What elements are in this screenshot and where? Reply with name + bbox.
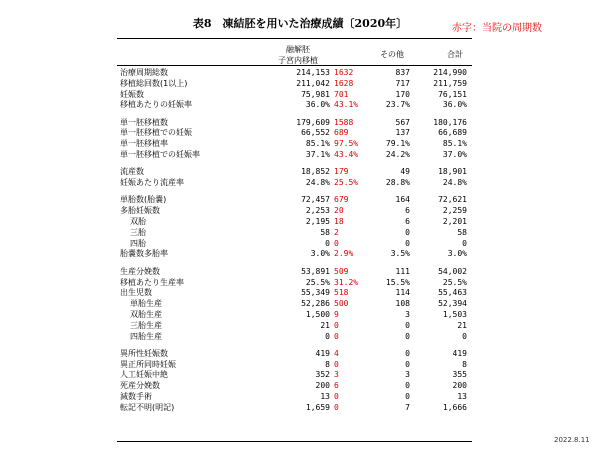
cell-clinic-cycles: 689 <box>334 128 349 138</box>
cell-other: 6 <box>405 217 410 227</box>
table-row <box>0 321 600 332</box>
table-bottom-rule <box>117 441 472 442</box>
row-label: 出生児数 <box>120 288 152 298</box>
header-total: 合計 <box>447 50 463 59</box>
cell-total: 54,002 <box>438 266 467 276</box>
cell-other: 0 <box>405 331 410 341</box>
cell-total: 24.8% <box>442 178 467 188</box>
row-label: 異正所同時妊娠 <box>120 359 176 369</box>
cell-clinic-cycles: 518 <box>334 288 349 298</box>
table-row <box>0 239 600 250</box>
cell-total: 211,759 <box>433 78 467 88</box>
cell-clinic-cycles: 679 <box>334 195 349 205</box>
cell-other: 3.5% <box>390 249 410 259</box>
cell-other: 0 <box>405 359 410 369</box>
table-row <box>0 206 600 217</box>
cell-total: 13 <box>457 392 467 402</box>
table-title: 表8 凍結胚を用いた治療成績〔2020年〕 <box>192 17 408 30</box>
cell-clinic-cycles: 9 <box>334 309 339 319</box>
cell-frozen-transfer: 85.1% <box>305 139 330 149</box>
cell-clinic-cycles: 0 <box>334 331 339 341</box>
row-label: 三胎生産 <box>130 320 162 330</box>
row-label: 治療周期総数 <box>120 68 168 77</box>
row-label: 移植あたり生産率 <box>120 277 184 287</box>
cell-clinic-cycles: 4 <box>334 348 339 358</box>
cell-total: 66,689 <box>438 128 467 138</box>
cell-other: 164 <box>395 195 410 205</box>
cell-frozen-transfer: 75,981 <box>301 89 330 99</box>
cell-total: 21 <box>457 320 467 330</box>
cell-total: 55,463 <box>438 288 467 298</box>
cell-other: 0 <box>405 238 410 248</box>
table-row <box>0 68 600 79</box>
cell-total: 25.5% <box>442 277 467 287</box>
cell-frozen-transfer: 2,253 <box>305 206 330 216</box>
row-label: 単胎数(胎嚢) <box>120 195 167 205</box>
cell-other: 24.2% <box>385 150 410 160</box>
cell-total: 0 <box>462 331 467 341</box>
row-label: 生産分娩数 <box>120 266 160 276</box>
cell-total: 18,901 <box>438 167 467 177</box>
cell-clinic-cycles: 3 <box>334 370 339 380</box>
cell-clinic-cycles: 97.5% <box>334 139 359 149</box>
cell-clinic-cycles: 2.9% <box>334 249 354 259</box>
cell-other: 837 <box>395 68 410 77</box>
cell-clinic-cycles: 18 <box>334 217 344 227</box>
cell-other: 170 <box>395 89 410 99</box>
cell-total: 1,666 <box>442 402 467 412</box>
table-row <box>0 195 600 206</box>
cell-other: 28.8% <box>385 178 410 188</box>
cell-frozen-transfer: 37.1% <box>305 150 330 160</box>
table-row <box>0 228 600 239</box>
cell-clinic-cycles: 2 <box>334 227 339 237</box>
cell-clinic-cycles: 6 <box>334 381 339 391</box>
cell-total: 36.0% <box>442 100 467 110</box>
cell-other: 3 <box>405 309 410 319</box>
table-row <box>0 370 600 381</box>
table-row <box>0 79 600 90</box>
cell-total: 58 <box>457 227 467 237</box>
row-label: 流産数 <box>120 167 144 177</box>
cell-other: 137 <box>395 128 410 138</box>
cell-total: 2,201 <box>442 217 467 227</box>
table-row <box>0 267 600 278</box>
row-label: 単一胚移植での妊娠率 <box>120 150 200 160</box>
cell-clinic-cycles: 31.2% <box>334 277 359 287</box>
table-row <box>0 288 600 299</box>
cell-clinic-cycles: 179 <box>334 167 349 177</box>
cell-frozen-transfer: 18,852 <box>301 167 330 177</box>
cell-frozen-transfer: 8 <box>325 359 330 369</box>
cell-clinic-cycles: 0 <box>334 392 339 402</box>
table-row <box>0 178 600 189</box>
cell-clinic-cycles: 1628 <box>334 78 354 88</box>
row-label: 単一胚移植での妊娠 <box>120 128 192 138</box>
table-row <box>0 403 600 414</box>
cell-clinic-cycles: 43.1% <box>334 100 359 110</box>
cell-total: 355 <box>452 370 467 380</box>
row-label: 移植総回数(1以上) <box>120 78 188 88</box>
cell-other: 717 <box>395 78 410 88</box>
cell-other: 79.1% <box>385 139 410 149</box>
table-row <box>0 360 600 371</box>
cell-total: 419 <box>452 348 467 358</box>
cell-clinic-cycles: 43.4% <box>334 150 359 160</box>
cell-frozen-transfer: 53,891 <box>301 266 330 276</box>
cell-other: 567 <box>395 117 410 127</box>
row-label: 妊娠数 <box>120 89 144 99</box>
cell-other: 6 <box>405 206 410 216</box>
table-row <box>0 139 600 150</box>
table-row <box>0 299 600 310</box>
cell-frozen-transfer: 419 <box>315 348 330 358</box>
row-label: 妊娠あたり流産率 <box>120 178 184 188</box>
cell-other: 7 <box>405 402 410 412</box>
cell-total: 2,259 <box>442 206 467 216</box>
cell-total: 85.1% <box>442 139 467 149</box>
table-row <box>0 349 600 360</box>
cell-frozen-transfer: 179,609 <box>296 117 330 127</box>
cell-other: 3 <box>405 370 410 380</box>
table-row <box>0 278 600 289</box>
table-row <box>0 118 600 129</box>
cell-other: 114 <box>395 288 410 298</box>
row-label: 四胎 <box>130 238 146 248</box>
row-label: 転記不明(明記) <box>120 402 175 412</box>
table-row <box>0 150 600 161</box>
cell-frozen-transfer: 1,659 <box>305 402 330 412</box>
cell-frozen-transfer: 200 <box>315 381 330 391</box>
cell-clinic-cycles: 25.5% <box>334 178 359 188</box>
cell-clinic-cycles: 701 <box>334 89 349 99</box>
row-label: 胎嚢数多胎率 <box>120 249 168 259</box>
cell-total: 52,394 <box>438 299 467 309</box>
cell-clinic-cycles: 500 <box>334 299 349 309</box>
cell-frozen-transfer: 13 <box>320 392 330 402</box>
cell-total: 3.0% <box>447 249 467 259</box>
row-label: 単一胚移植率 <box>120 139 168 149</box>
cell-frozen-transfer: 1,500 <box>305 309 330 319</box>
cell-total: 214,990 <box>433 68 467 77</box>
cell-other: 49 <box>400 167 410 177</box>
cell-frozen-transfer: 2,195 <box>305 217 330 227</box>
slide-date: 2022.8.11 <box>554 436 590 444</box>
row-label: 双胎生産 <box>130 309 162 319</box>
cell-clinic-cycles: 1588 <box>334 117 354 127</box>
table-row <box>0 381 600 392</box>
cell-frozen-transfer: 66,552 <box>301 128 330 138</box>
table-row <box>0 100 600 111</box>
cell-clinic-cycles: 0 <box>334 238 339 248</box>
cell-other: 15.5% <box>385 277 410 287</box>
cell-total: 0 <box>462 238 467 248</box>
cell-frozen-transfer: 58 <box>320 227 330 237</box>
table-body <box>0 68 600 414</box>
row-label: 双胎 <box>130 217 146 227</box>
table-row <box>0 90 600 101</box>
row-label: 減数手術 <box>120 392 152 402</box>
table-row <box>0 167 600 178</box>
cell-other: 0 <box>405 381 410 391</box>
cell-frozen-transfer: 72,457 <box>301 195 330 205</box>
cell-clinic-cycles: 20 <box>334 206 344 216</box>
header-other: その他 <box>380 50 404 59</box>
cell-frozen-transfer: 55,349 <box>301 288 330 298</box>
cell-frozen-transfer: 25.5% <box>305 277 330 287</box>
cell-frozen-transfer: 0 <box>325 331 330 341</box>
cell-frozen-transfer: 21 <box>320 320 330 330</box>
row-label: 単胎生産 <box>130 299 162 309</box>
table-row <box>0 249 600 260</box>
row-label: 異所性妊娠数 <box>120 348 168 358</box>
header-frozen-transfer: 融解胚 子宮内移植 <box>278 45 318 65</box>
cell-frozen-transfer: 52,286 <box>301 299 330 309</box>
table-top-rule <box>117 38 472 39</box>
cell-other: 0 <box>405 227 410 237</box>
row-label: 死産分娩数 <box>120 381 160 391</box>
cell-other: 108 <box>395 299 410 309</box>
cell-other: 111 <box>395 266 410 276</box>
cell-clinic-cycles: 1632 <box>334 68 354 77</box>
cell-frozen-transfer: 352 <box>315 370 330 380</box>
row-label: 人工妊娠中絶 <box>120 370 168 380</box>
cell-other: 0 <box>405 348 410 358</box>
legend-note: 赤字：当院の周期数 <box>452 23 542 34</box>
cell-clinic-cycles: 0 <box>334 359 339 369</box>
cell-clinic-cycles: 509 <box>334 266 349 276</box>
cell-clinic-cycles: 0 <box>334 402 339 412</box>
header-rule <box>117 65 472 66</box>
table-row <box>0 128 600 139</box>
cell-frozen-transfer: 36.0% <box>305 100 330 110</box>
table-row <box>0 392 600 403</box>
table-row <box>0 310 600 321</box>
cell-total: 76,151 <box>438 89 467 99</box>
cell-total: 72,621 <box>438 195 467 205</box>
cell-frozen-transfer: 211,042 <box>296 78 330 88</box>
row-label: 単一胚移植数 <box>120 117 168 127</box>
cell-other: 0 <box>405 392 410 402</box>
table-row <box>0 217 600 228</box>
cell-total: 8 <box>462 359 467 369</box>
cell-other: 23.7% <box>385 100 410 110</box>
cell-total: 37.0% <box>442 150 467 160</box>
cell-total: 180,176 <box>433 117 467 127</box>
cell-frozen-transfer: 3.0% <box>310 249 330 259</box>
row-label: 多胎妊娠数 <box>120 206 160 216</box>
cell-clinic-cycles: 0 <box>334 320 339 330</box>
cell-total: 1,503 <box>442 309 467 319</box>
row-label: 移植あたりの妊娠率 <box>120 100 192 110</box>
cell-frozen-transfer: 0 <box>325 238 330 248</box>
cell-total: 200 <box>452 381 467 391</box>
row-label: 四胎生産 <box>130 331 162 341</box>
row-label: 三胎 <box>130 227 146 237</box>
cell-frozen-transfer: 214,153 <box>296 68 330 77</box>
cell-other: 0 <box>405 320 410 330</box>
table-row <box>0 332 600 343</box>
cell-frozen-transfer: 24.8% <box>305 178 330 188</box>
